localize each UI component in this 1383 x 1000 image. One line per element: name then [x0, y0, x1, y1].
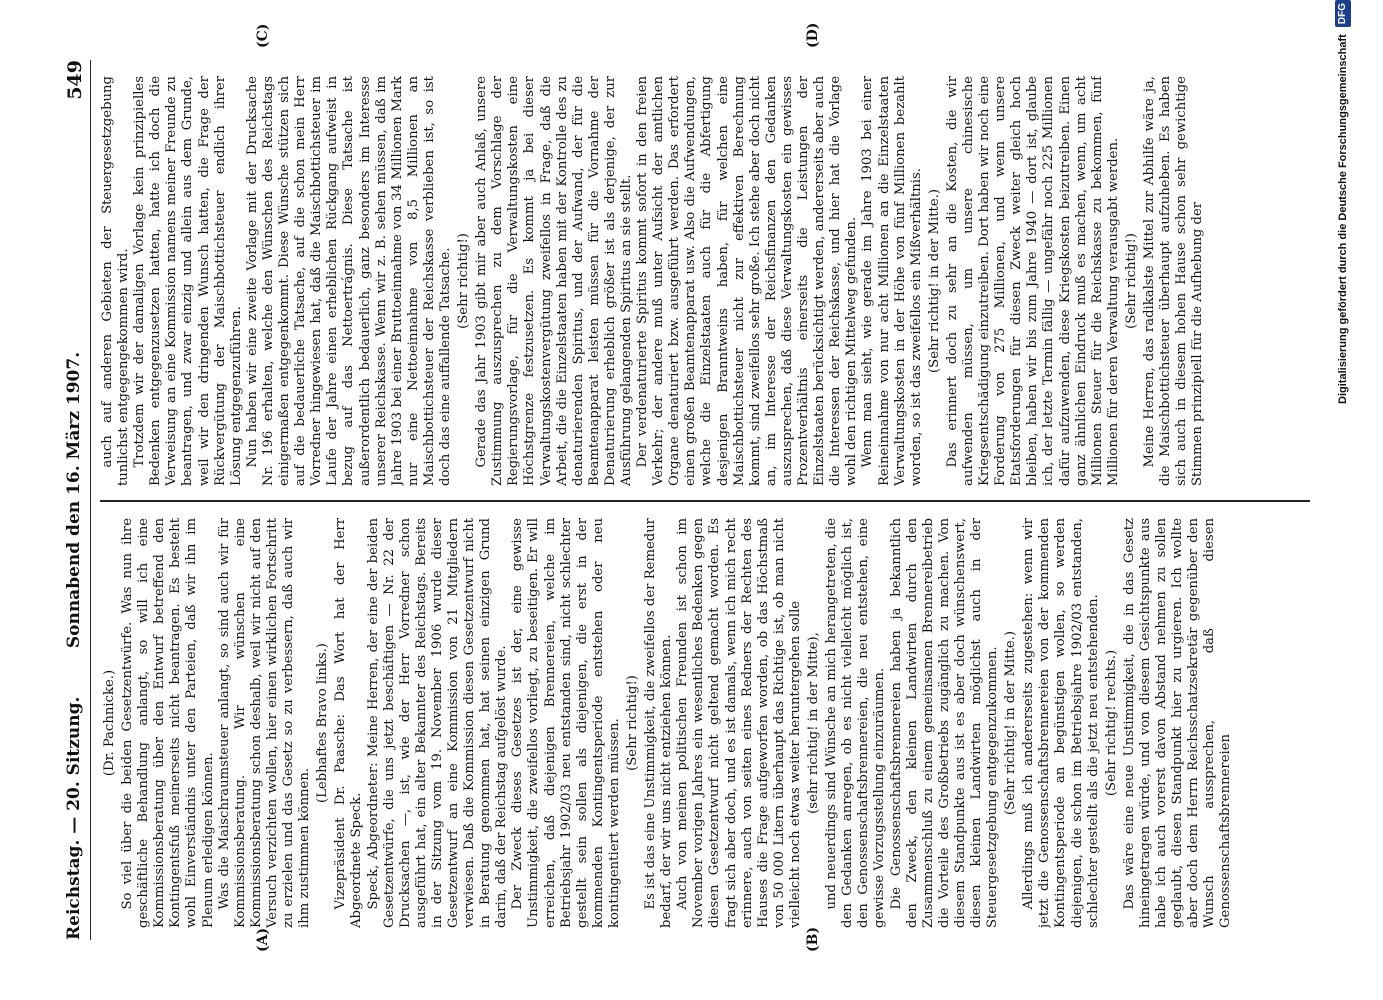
digitization-credit [1335, 0, 1375, 1000]
paragraph: Speck, Abgeordneter: Meine Herren, der eine der beiden Gesetzentwürfe, die uns jetzt beschäftigen — Nr. 22 der Drucksachen —, ist, wie der Herr Vorredner schon ausgeführt hat, ein alter Bekannter des Reichstags. Bereits in der Sitzung vom 19. November 1906 wurde dieser Gesetzentwurf an eine Kommission von 21 Mitgliedern verwiesen. Daß die Kommission diesen Gesetzentwurf nicht in Beratung genommen hat, hat seinen einzigen Grund darin, daß der Reichstag aufgelöst wurde. [365, 518, 510, 928]
paragraph: Die Genossenschaftsbrennereien haben ja bekanntlich den Zweck, den kleinen Landwirten durch den Zusammenschluß zu einem gemeinsamen Brennereibetrieb die Vorteile des Großbetriebs zugänglich zu machen. Von diesem Standpunkte aus ist es aber doch wünschenswert, diesen kleinen Landwirten möglichst auch in der Steuergesetzgebung entgegenzukommen. [888, 518, 1001, 928]
paragraph: Meine Herren, das radikalste Mittel zur Abhilfe wäre ja, die Maischbottichsteuer überhaupt aufzuheben. Es haben sich auch in diesem hohen Hause schon sehr gewichtige Stimmen prinzipiell für die Aufhebung der [1142, 76, 1206, 486]
left-column [100, 518, 1310, 928]
paragraph: Der Zweck dieses Gesetzes ist der, eine gewisse Unstimmigkeit, die zweifellos vorliegt, zu beseitigen. Er will erreichen, daß diejenigen Brennereien, welche im Betriebsjahr 1902/03 neu entstanden sind, nicht schlechter gestellt sein sollen als diejenigen, die erst in der kommenden Kontingentsperiode entstehen oder neu kontingentiert werden müssen. [510, 518, 622, 928]
paragraph: auch auf anderen Gebieten der Steuergesetzgebung tunlichst entgegengekommen wird. [100, 76, 132, 486]
paragraph: So viel über die beiden Gesetzentwürfe. Was nun ihre geschäftliche Behandlung anlangt, so will ich eine Kommissionsberatung über den Entwurf betreffend den Kontingentsfuß meinerseits nicht beantragen. Es besteht wohl Einverständnis unter den Parteien, daß wir ihn im Plenum erledigen können. [120, 518, 216, 928]
paragraph: Was die Maischraumsteuer anlangt, so sind auch wir für Kommissionsberatung. Wir wünschen eine Kommissionsberatung schon deshalb, weil wir nicht auf den Versuch verzichten wollen, hier einen wirklichen Fortschritt zu erzielen und das Gesetz so zu verbessern, daß auch wir ihm zustimmen können. [216, 518, 313, 928]
interjection: (Lebhaftes Bravo links.) [315, 643, 331, 803]
page-number: 549 [64, 60, 86, 100]
running-head-date: Sonnabend den 16. März 1907. [64, 351, 84, 649]
page-header [60, 60, 91, 940]
paragraph: Allerdings muß ich andererseits zugestehen: wenn wir jetzt die Genossenschaftsbrennereien von der kommenden Kontingentsperiode an begünstigen wollen, so werden diejenigen, die schon im Betriebsjahre 1902/03 entstanden, schlechter gestellt als die jetzt neu entstehenden. [1021, 518, 1101, 928]
paragraph: Auch von meinen politischen Freunden ist schon im November vorigen Jahres ein wesentliches Bedenken gegen diesen Gesetzentwurf nicht geltend gemacht worden. Es fragt sich aber doch, und es ist damals, wenn ich mich recht erinnere, auch von seiten eines Redners der Rechten des Hauses die Frage aufgeworfen worden, ob das Höchstmaß von 50 000 Litern überhaupt das Richtige ist, ob man nicht vielleicht noch etwas weiter heruntergehen solle [675, 518, 803, 928]
paragraph: Das erinnert doch zu sehr an die Kosten, die wir aufwenden müssen, um unsere chinesische Kriegsentschädigung einzutreiben. Dort haben wir noch eine Forderung von 275 Millionen, und wenn unsere Etatsforderungen für diesen Zweck weiter gleich hoch bleiben, haben wir bis zum Jahre 1940 — dort ist, glaube ich, der letzte Termin fällig — ungefähr noch 225 Millionen dafür aufzuwenden, diese Kriegskosten beizutreiben. Einen ganz ähnlichen Eindruck muß es machen, wenn, um acht Millionen Steuer für die Reichskasse zu bekommen, fünf Millionen für deren Verwaltung verausgabt werden. [944, 76, 1121, 486]
margin-marker-b: (B) [805, 926, 821, 952]
digitization-strip [1335, 0, 1383, 1000]
digitization-note: Digitalisierung gefördert durch die Deutsche Forschungsgemeinschaft [1337, 34, 1349, 404]
interjection: (Sehr richtig! in der Mitte.) [1003, 631, 1019, 815]
margin-marker-a: (A) [255, 927, 271, 952]
interjection: (Sehr richtig! in der Mitte.) [926, 189, 942, 373]
paragraph: und neuerdings sind Wünsche an mich herangetreten, die den Gedanken anregen, ob es nicht vielleicht möglich ist, den Genossenschaftsbrennereien, die neu entstehen, eine gewisse Vorzugsstellung einzuräumen. [824, 518, 888, 928]
right-column [100, 76, 1310, 486]
running-head-left: Reichstag. — 20. Sitzung. [64, 696, 84, 940]
speaker-reference: (Dr. Pachnicke.) [102, 669, 117, 777]
paragraph: Nun haben wir eine zweite Vorlage mit der Drucksache Nr. 196 erhalten, welche den Wünschen des Reichstags einigermaßen entgegenkommt. Diese Wünsche stützen sich auf die bedauerliche Tatsache, auf die schon mein Herr Vorredner hingewiesen hat, daß die Maischbottichsteuer im Laufe der Jahre einen erheblichen Rückgang aufweist in bezug auf das Nettoertrágnis. Diese Tatsache ist außerordentlich bedauerlich, ganz besonders im Interesse unserer Reichskasse. Wenn wir z. B. sehen müssen, daß im Jahre 1903 bei einer Bruttoeinnahme von 34 Millionen Mark nur eine Nettoeinnahme von 8,5 Millionen an Maischbottichsteuer der Reichskasse verblieben ist, so ist doch das eine auffallende Tatsache. [244, 76, 453, 486]
paragraph: Vizepräsident Dr. Paasche: Das Wort hat der Herr Abgeordnete Speck. [333, 518, 365, 928]
interjection: (Sehr richtig!) [1123, 233, 1139, 329]
interjection: (Sehr richtig!) [456, 233, 472, 329]
paragraph: Das wäre eine neue Unstimmigkeit, die in das Gesetz hineingetragen würde, und von diesem Gesichtspunkte aus habe ich auch vorerst davon Abstand nehmen zu sollen geglaubt, diesen Standpunkt hier zu urgieren. Ich wollte aber doch dem Herrn Reichsschatzsekretär gegenüber den Wunsch aussprechen, daß diesen Genossenschaftsbrennereien [1121, 518, 1234, 928]
paragraph: Trotzdem wir der damaligen Vorlage kein prinzipielles Bedenken entgegenzusetzen hatten, hatte ich doch die Verweisung an eine Kommission namens meiner Freunde zu beantragen, und zwar einzig und allein aus dem Grunde, weil wir den dringenden Wunsch hatten, die Frage der Rückvergütung der Maischbottichsteuer endlich ihrer Lösung entgegenzuführen. [132, 76, 244, 486]
interjection: (Sehr richtig! rechts.) [1103, 649, 1119, 797]
paragraph: Es ist das eine Unstimmigkeit, die zweifellos der Remedur bedarf, der wir uns nicht entziehen können. [643, 518, 675, 928]
paragraph: Wenn man sieht, wie gerade im Jahre 1903 bei einer Reineinnahme von nur acht Millionen an die Einzelstaaten Verwaltungskosten in der Höhe von fünf Millionen bezahlt worden, so ist das zweifellos ein Mißverhältnis. [860, 76, 924, 486]
margin-marker-c: (C) [255, 23, 271, 48]
dfg-logo: DFG [1335, 0, 1351, 27]
interjection: (sehr richtig! in der Mitte), [806, 632, 822, 814]
paragraph: Gerade das Jahr 1903 gibt mir aber auch Anlaß, unsere Zustimmung auszusprechen zu dem Vorschlage der Regierungsvorlage, für die Verwaltungskosten eine Höchstgrenze festzusetzen. Es kommt ja bei dieser Verwaltungskostenvergütung zweifellos in Frage, daß die Arbeit, die die Einzelstaaten haben mit der Kontrolle des zu denaturierenden Spiritus, und der Aufwand, der für die Beamtenapparat leisten müssen für die Vornahme der Denaturierung erheblich größer ist als derjenige, der zur Ausführung gelangenden Spiritus an sie stellt. [474, 76, 634, 486]
paragraph: Der verdenaturierte Spiritus kommt sofort in den freien Verkehr; der andere muß unter Aufsicht der amtlichen Organe denaturiert bzw. ausgeführt werden. Das erfordert einen großen Beamtenapparat usw. Also die Aufwendungen, welche die Einzelstaaten auch für die Abfertigung desjenigen Branntweins haben, für welchen eine Maischbottichsteuer nicht zur effektiven Berechnung kommt, sind zweifellos sehr große. Ich stehe aber doch nicht an, im Interesse der Reichsfinanzen den Gedanken auszusprechen, daß diese Verwaltungskosten ein gewisses Prozentverhältnis einerseits die Leistungen der Einzelstaaten berücksichtigt werden, andererseits aber auch die Interessen der Reichskasse, und hier hat die Vorlage wohl den richtigen Mittelweg gefunden. [635, 76, 860, 486]
column-divider [100, 501, 1310, 503]
interjection: (Sehr richtig!) [625, 675, 640, 771]
margin-marker-d: (D) [805, 22, 821, 48]
